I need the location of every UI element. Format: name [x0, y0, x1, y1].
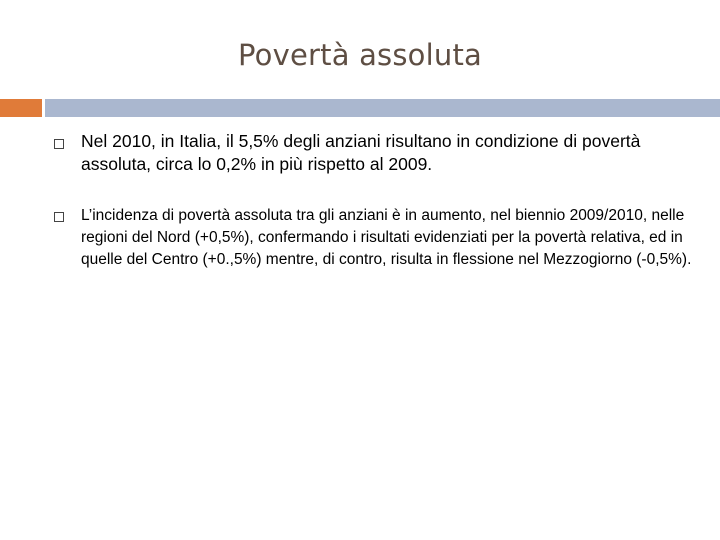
bullet-text: L’incidenza di povertà assoluta tra gli anziani è in aumento, nel biennio 2009/2010, nelle regioni del Nord (+0,5%), confermando i risultati evidenziati per la povertà relativa, ed in quelle del Centro (+0.,5%) mentre, di contro, risulta in flessione nel Mezzogiorno (-0,5%). — [81, 207, 692, 268]
slide-title: Povertà assoluta — [238, 38, 482, 72]
bullet-item — [52, 205, 702, 271]
bullet-list — [52, 130, 702, 271]
title-rule-blue — [45, 99, 720, 117]
square-bullet-icon — [54, 212, 64, 222]
title-rule-orange — [0, 99, 42, 117]
bullet-item — [52, 130, 702, 176]
bullet-text: Nel 2010, in Italia, il 5,5% degli anziani risultano in condizione di povertà assoluta, circa lo 0,2% in più rispetto al 2009. — [81, 131, 641, 174]
square-bullet-icon — [54, 139, 64, 149]
